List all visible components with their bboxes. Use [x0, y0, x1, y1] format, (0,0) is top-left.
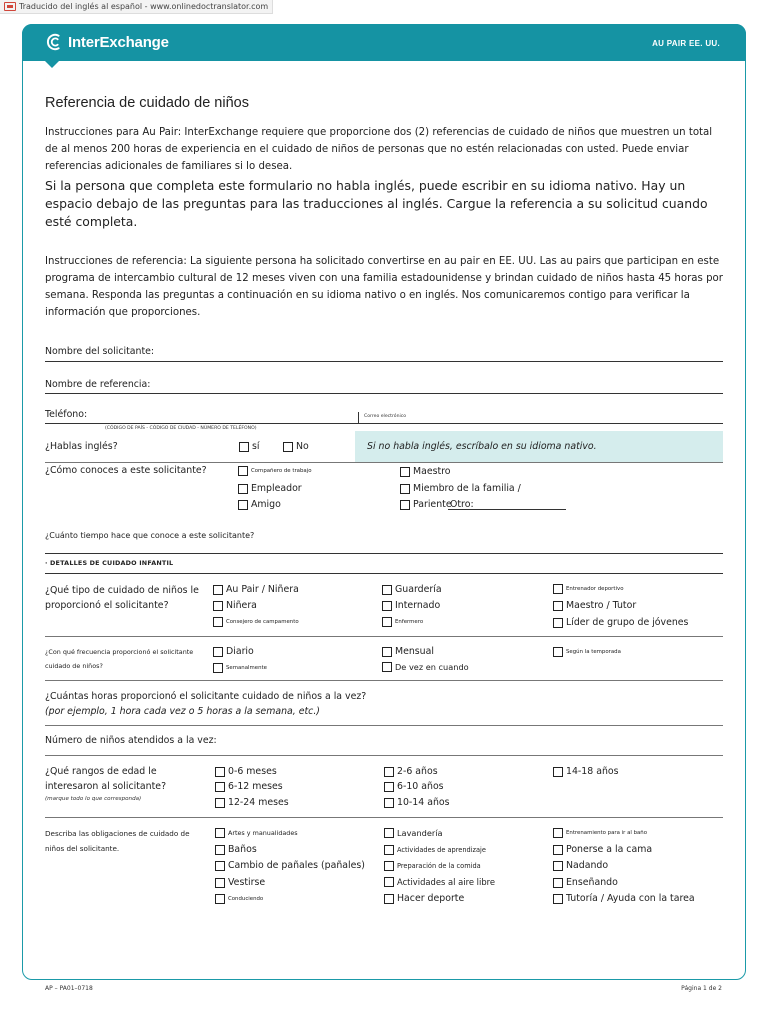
duty-outdoor-checkbox[interactable]: Actividades al aire libre	[384, 877, 495, 887]
checkbox-box[interactable]	[215, 861, 225, 871]
reference-instructions: Instrucciones de referencia: La siguiente persona ha solicitado convertirse en au pair en EE. UU. Las au pairs que participan en este programa de intercambio cultural de 12 meses viven con una familia estadounidense y brindan cuidado de niños hasta 45 horas por semana. Responda las preguntas a continuación en su idioma nativo o en inglés. Nos comunicaremos contigo para verificar la información que proporciones.	[45, 256, 723, 318]
reference-name-label: Nombre de referencia:	[45, 379, 151, 390]
checkbox-box[interactable]	[553, 618, 563, 628]
care-type-boarding-checkbox[interactable]: Internado	[382, 600, 440, 611]
relationship-relative-checkbox[interactable]: Pariente	[400, 499, 452, 510]
logo	[46, 33, 169, 51]
checkbox-box[interactable]	[238, 484, 248, 494]
duty-baths-checkbox[interactable]: Baños	[215, 844, 257, 855]
checkbox-box[interactable]	[400, 467, 410, 477]
checkbox-box[interactable]	[384, 877, 394, 887]
applicant-name-label: Nombre del solicitante:	[45, 346, 155, 357]
duty-potty-training-checkbox[interactable]: Entrenamiento para ir al baño	[553, 828, 647, 838]
relationship-coworker-checkbox[interactable]: Compañero de trabajo	[238, 466, 312, 476]
checkbox-box[interactable]	[382, 601, 392, 611]
duty-dressing-checkbox[interactable]: Vestirse	[215, 877, 265, 888]
relationship-other-line[interactable]	[448, 509, 566, 510]
translator-icon	[4, 2, 16, 11]
frequency-question: ¿Con qué frecuencia proporcionó el solicitante cuidado de niños?	[45, 648, 194, 670]
checkbox-box[interactable]	[213, 647, 223, 657]
checkbox-box[interactable]	[215, 798, 225, 808]
frequency-monthly-checkbox[interactable]: Mensual	[382, 646, 434, 657]
duty-arts-checkbox[interactable]: Artes y manualidades	[215, 828, 298, 838]
hours-question-block	[45, 689, 465, 719]
checkbox-box[interactable]	[215, 767, 225, 777]
care-type-nurse-checkbox[interactable]: Enfermero	[382, 617, 423, 627]
checkbox-box[interactable]	[215, 894, 225, 904]
checkbox-box[interactable]	[553, 767, 563, 777]
frequency-occasionally-checkbox[interactable]: De vez en cuando	[382, 662, 469, 672]
checkbox-box[interactable]	[213, 585, 223, 595]
care-type-camp-counselor-checkbox[interactable]: Consejero de campamento	[213, 617, 299, 627]
checkbox-box[interactable]	[382, 617, 392, 627]
checkbox-box[interactable]	[553, 894, 563, 904]
care-type-coach-checkbox[interactable]: Entrenador deportivo	[553, 584, 624, 594]
hours-question: ¿Cuántas horas proporcionó el solicitante cuidado de niños a la vez?	[45, 691, 367, 702]
care-type-question: ¿Qué tipo de cuidado de niños le proporcionó el solicitante?	[45, 585, 199, 611]
checkbox-box[interactable]	[553, 845, 563, 855]
children-count-question: Número de niños atendidos a la vez:	[45, 735, 217, 746]
checkbox-box[interactable]	[215, 845, 225, 855]
translator-banner[interactable]	[0, 0, 273, 14]
relationship-friend-checkbox[interactable]: Amigo	[238, 499, 281, 510]
age-2-6y-checkbox[interactable]: 2-6 años	[384, 766, 438, 777]
checkbox-box[interactable]	[384, 798, 394, 808]
relationship-other-label: Otro:	[450, 499, 474, 510]
checkbox-box[interactable]	[215, 878, 225, 888]
checkbox-box[interactable]	[384, 767, 394, 777]
checkbox-box[interactable]	[384, 894, 394, 904]
duty-learning-checkbox[interactable]: Actividades de aprendizaje	[384, 845, 486, 855]
duty-laundry-checkbox[interactable]: Lavandería	[384, 828, 443, 838]
checkbox-box[interactable]	[553, 647, 563, 657]
known-since-question: ¿Cuánto tiempo hace que conoce a este solicitante?	[45, 531, 255, 540]
interexchange-logo-icon	[46, 33, 64, 51]
logo-text: InterExchange	[68, 33, 169, 51]
page-number: Página 1 de 2	[681, 985, 722, 992]
reference-name-line[interactable]	[45, 393, 723, 394]
duty-sports-checkbox[interactable]: Hacer deporte	[384, 893, 464, 904]
english-yes-checkbox[interactable]: sí	[239, 441, 260, 452]
age-10-14y-checkbox[interactable]: 10-14 años	[384, 797, 450, 808]
checkbox-box[interactable]	[384, 845, 394, 855]
intro-section	[45, 95, 725, 321]
checkbox-box[interactable]	[382, 662, 392, 672]
care-type-line	[45, 636, 723, 637]
care-type-nanny-checkbox[interactable]: Niñera	[213, 600, 257, 611]
children-count-line[interactable]	[45, 755, 723, 756]
au-pair-instructions: Instrucciones para Au Pair: InterExchange requiere que proporcione dos (2) referencias de cuidado de niños que muestren un total de al menos 200 horas de experiencia en el cuidado de niños de personas que no estén relacionadas con usted. Puede enviar referencias adicionales de familiares si lo desea.	[45, 127, 713, 172]
care-type-au-pair-checkbox[interactable]: Au Pair / Niñera	[213, 584, 299, 595]
childcare-section-heading: · DETALLES DE CUIDADO INFANTIL	[45, 559, 174, 567]
age-range-line	[45, 817, 723, 818]
relationship-employer-checkbox[interactable]: Empleador	[238, 483, 302, 494]
age-range-question: ¿Qué rangos de edad le interesaron al solicitante?	[45, 766, 167, 792]
english-no-checkbox[interactable]: No	[283, 441, 309, 452]
duties-question: Describa las obligaciones de cuidado de niños del solicitante.	[45, 829, 190, 853]
checkbox-box[interactable]	[400, 500, 410, 510]
relationship-family-checkbox[interactable]: Miembro de la familia /	[400, 483, 521, 494]
checkbox-box[interactable]	[215, 828, 225, 838]
age-6-12m-checkbox[interactable]: 6-12 meses	[215, 781, 283, 792]
known-since-line[interactable]	[45, 553, 723, 554]
checkbox-box[interactable]	[553, 878, 563, 888]
phone-format-hint: (CÓDIGO DE PAÍS - CÓDIGO DE CIUDAD - NÚMERO DE TELÉFONO)	[105, 426, 257, 431]
frequency-line	[45, 680, 723, 681]
english-line	[45, 462, 723, 463]
form-code: AP – PA01–0718	[45, 985, 93, 992]
checkbox-box[interactable]	[283, 442, 293, 452]
age-range-hint: (marque todo lo que corresponda)	[45, 796, 142, 802]
phone-label: Teléfono:	[45, 409, 88, 420]
header-band	[22, 24, 746, 61]
hours-example: (por ejemplo, 1 hora cada vez o 5 horas a la semana, etc.)	[45, 706, 320, 717]
checkbox-box[interactable]	[382, 647, 392, 657]
frequency-daily-checkbox[interactable]: Diario	[213, 646, 254, 657]
age-12-24m-checkbox[interactable]: 12-24 meses	[215, 797, 289, 808]
checkbox-box[interactable]	[384, 861, 394, 871]
checkbox-box[interactable]	[238, 500, 248, 510]
page-title: Referencia de cuidado de niños	[45, 95, 249, 111]
checkbox-box[interactable]	[384, 828, 394, 838]
checkbox-box[interactable]	[553, 861, 563, 871]
checkbox-box[interactable]	[239, 442, 249, 452]
relationship-question: ¿Cómo conoces a este solicitante?	[45, 465, 207, 476]
header-notch	[45, 61, 59, 68]
care-type-tutor-checkbox[interactable]: Maestro / Tutor	[553, 600, 636, 611]
email-label: Correo electrónico	[364, 414, 407, 419]
frequency-weekly-checkbox[interactable]: Semanalmente	[213, 663, 267, 673]
english-question: ¿Hablas inglés?	[45, 441, 118, 452]
checkbox-box[interactable]	[238, 466, 248, 476]
native-language-instructions: Si la persona que completa este formulario no habla inglés, puede escribir en su idioma nativo. Hay un espacio debajo de las preguntas para las traducciones al inglés. Cargue la referencia a su solicitud cuando esté completa.	[45, 178, 708, 229]
checkbox-box[interactable]	[553, 828, 563, 838]
duty-diapers-checkbox[interactable]: Cambio de pañales (pañales)	[215, 860, 365, 871]
native-language-note: Si no habla inglés, escríbalo en su idioma nativo.	[355, 431, 723, 462]
care-type-youth-leader-checkbox[interactable]: Líder de grupo de jóvenes	[553, 617, 688, 628]
duty-homework-checkbox[interactable]: Tutoría / Ayuda con la tarea	[553, 893, 695, 904]
relationship-teacher-checkbox[interactable]: Maestro	[400, 466, 451, 477]
age-6-10y-checkbox[interactable]: 6-10 años	[384, 781, 444, 792]
frequency-seasonal-checkbox[interactable]: Según la temporada	[553, 647, 621, 657]
translator-text[interactable]: Traducido del inglés al español - www.onlinedoctranslator.com	[19, 2, 269, 11]
checkbox-box[interactable]	[553, 584, 563, 594]
checkbox-box[interactable]	[382, 585, 392, 595]
checkbox-box[interactable]	[384, 782, 394, 792]
duty-teaching-checkbox[interactable]: Enseñando	[553, 877, 618, 888]
checkbox-box[interactable]	[213, 663, 223, 673]
checkbox-box[interactable]	[553, 601, 563, 611]
hours-line[interactable]	[45, 725, 723, 726]
age-14-18y-checkbox[interactable]: 14-18 años	[553, 766, 619, 777]
applicant-name-line[interactable]	[45, 361, 723, 362]
checkbox-box[interactable]	[213, 617, 223, 627]
program-label: AU PAIR EE. UU.	[652, 39, 720, 48]
duty-driving-checkbox[interactable]: Conduciendo	[215, 894, 263, 904]
checkbox-box[interactable]	[400, 484, 410, 494]
section-divider	[45, 573, 723, 574]
duty-meals-checkbox[interactable]: Preparación de la comida	[384, 861, 481, 871]
checkbox-box[interactable]	[215, 782, 225, 792]
care-type-daycare-checkbox[interactable]: Guardería	[382, 584, 442, 595]
checkbox-box[interactable]	[213, 601, 223, 611]
duty-swimming-checkbox[interactable]: Nadando	[553, 860, 608, 871]
phone-line[interactable]	[45, 423, 723, 424]
duty-bedtime-checkbox[interactable]: Ponerse a la cama	[553, 844, 652, 855]
age-0-6m-checkbox[interactable]: 0-6 meses	[215, 766, 277, 777]
